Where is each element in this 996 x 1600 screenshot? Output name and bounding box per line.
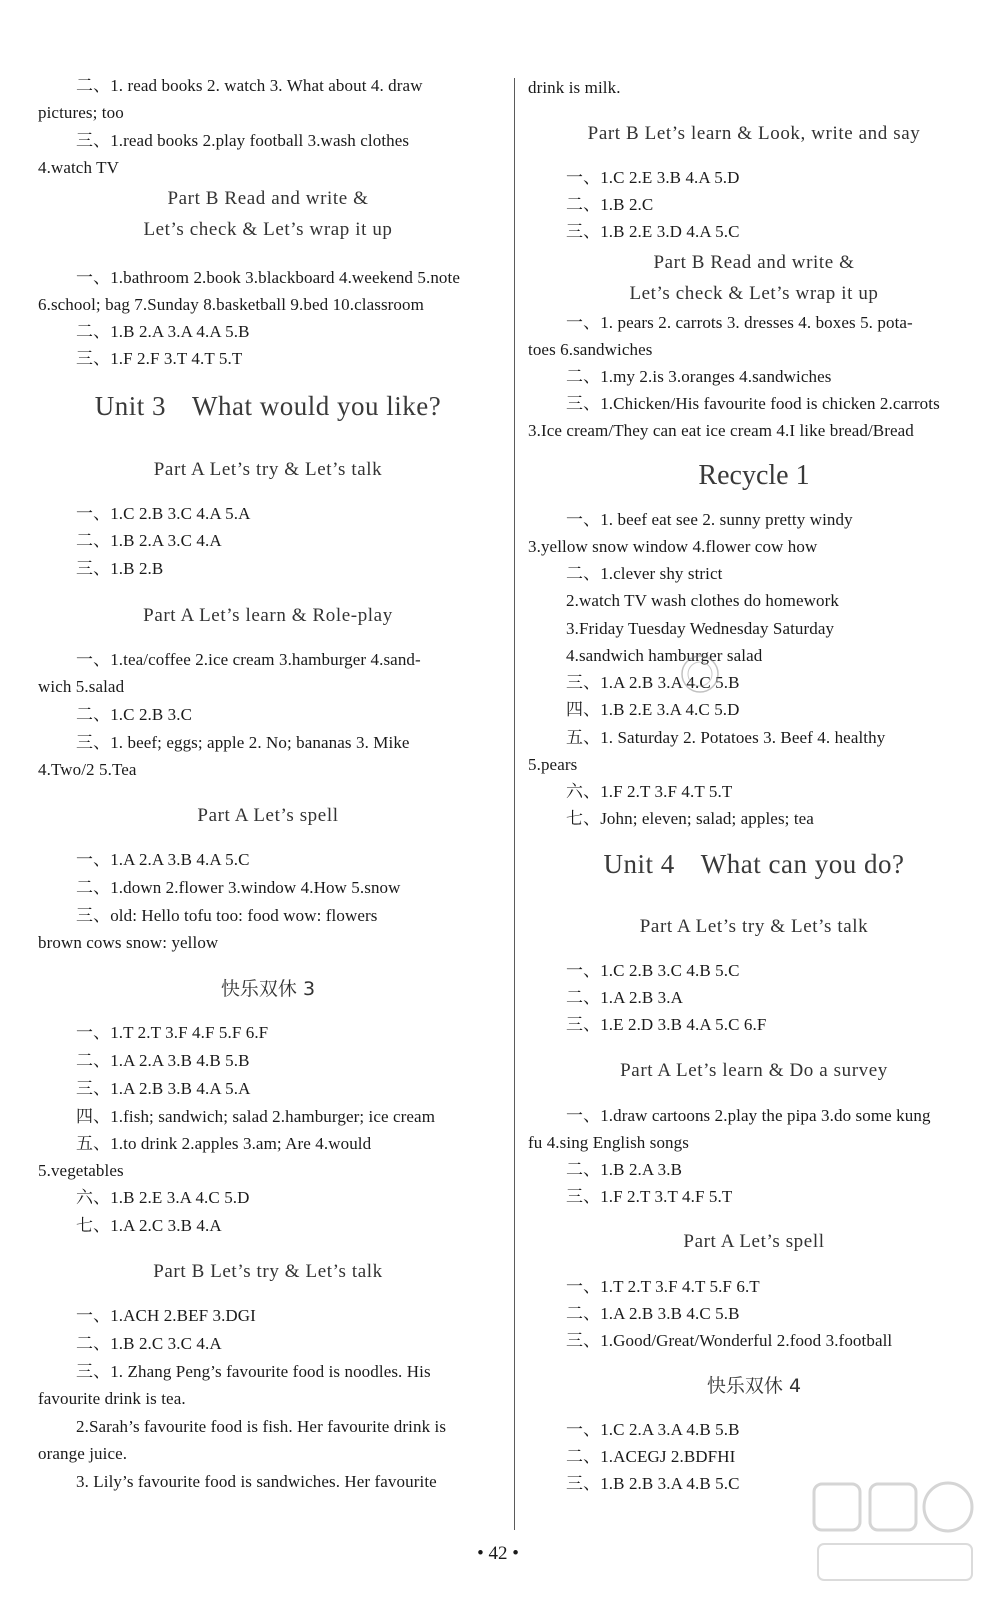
answer-line: 二、1.clever shy strict xyxy=(566,564,723,583)
answer-line: drink is milk. xyxy=(528,78,621,97)
answer-line: 二、1.B 2.C 3.C 4.A xyxy=(76,1334,222,1353)
answer-line: 5.vegetables xyxy=(38,1161,124,1180)
answer-line: 二、1.A 2.A 3.B 4.B 5.B xyxy=(76,1051,250,1070)
circular-stamp-icon xyxy=(678,652,722,696)
answer-line: 四、1.B 2.E 3.A 4.C 5.D xyxy=(566,700,740,719)
answer-line: 二、1.ACEGJ 2.BDFHI xyxy=(566,1447,736,1466)
column-divider xyxy=(514,78,515,1530)
answer-line: 4.Two/2 5.Tea xyxy=(38,760,137,779)
answer-line: 四、1.fish; sandwich; salad 2.hamburger; ice cream xyxy=(76,1107,436,1126)
answer-line: 一、1.T 2.T 3.F 4.T 5.F 6.T xyxy=(566,1277,760,1296)
answer-line: 五、1. Saturday 2. Potatoes 3. Beef 4. healthy xyxy=(566,728,886,747)
answer-line: 三、1.read books 2.play football 3.wash clothes xyxy=(76,131,410,150)
answer-line: 二、1.A 2.B 3.B 4.C 5.B xyxy=(566,1304,740,1323)
answer-line: toes 6.sandwiches xyxy=(528,340,653,359)
answer-line: 二、1.B 2.A 3.C 4.A xyxy=(76,531,222,550)
section-heading: Part B Let’s try & Let’s talk xyxy=(153,1261,383,1282)
answer-line: 一、1.draw cartoons 2.play the pipa 3.do some kung xyxy=(566,1106,931,1125)
answer-line: orange juice. xyxy=(38,1444,128,1463)
unit-number: Unit 3 xyxy=(94,391,167,421)
answer-line: 三、1.Chicken/His favourite food is chicken 2.carrots xyxy=(566,394,940,413)
answer-line: 三、1.A 2.B 3.A 4.C 5.B xyxy=(566,673,740,692)
answer-line: favourite drink is tea. xyxy=(38,1389,186,1408)
answer-line: 3.yellow snow window 4.flower cow how xyxy=(528,537,818,556)
answer-line: 三、old: Hello tofu too: food wow: flowers xyxy=(76,906,378,925)
answer-line: 三、1. Zhang Peng’s favourite food is noodles. His xyxy=(76,1362,431,1381)
answer-line: 三、1.E 2.D 3.B 4.A 5.C 6.F xyxy=(566,1015,767,1034)
answer-line: 3.Ice cream/They can eat ice cream 4.I like bread/Bread xyxy=(528,421,914,440)
answer-line: 一、1. beef eat see 2. sunny pretty windy xyxy=(566,510,853,529)
answer-line: 一、1.C 2.A 3.A 4.B 5.B xyxy=(566,1420,740,1439)
answer-line: 三、1.A 2.B 3.B 4.A 5.A xyxy=(76,1079,251,1098)
answer-line: 6.school; bag 7.Sunday 8.basketball 9.bed 10.classroom xyxy=(38,295,424,314)
answer-line: 三、1. beef; eggs; apple 2. No; bananas 3. Mike xyxy=(76,733,410,752)
section-heading: Let’s check & Let’s wrap it up xyxy=(143,219,393,240)
answer-line: 2.watch TV wash clothes do homework xyxy=(566,591,839,610)
answer-line: 一、1.tea/coffee 2.ice cream 3.hamburger 4.sand- xyxy=(76,650,421,669)
answer-line: fu 4.sing English songs xyxy=(528,1133,689,1152)
answer-line: 一、1.A 2.A 3.B 4.A 5.C xyxy=(76,850,250,869)
answer-line: 5.pears xyxy=(528,755,578,774)
section-heading: Part B Let’s learn & Look, write and say xyxy=(587,123,921,144)
watermark-logo xyxy=(810,1478,980,1590)
answer-line: wich 5.salad xyxy=(38,677,125,696)
section-heading: Part A Let’s spell xyxy=(197,805,339,826)
section-heading: Part A Let’s learn & Role-play xyxy=(143,605,393,626)
answer-line: 六、1.B 2.E 3.A 4.C 5.D xyxy=(76,1188,250,1207)
answer-line: 二、1.C 2.B 3.C xyxy=(76,705,193,724)
answer-line: 二、1.A 2.B 3.A xyxy=(566,988,684,1007)
answer-line: 六、1.F 2.T 3.F 4.T 5.T xyxy=(566,782,733,801)
answer-line: 二、1. read books 2. watch 3. What about 4. draw xyxy=(76,76,423,95)
section-heading: Part A Let’s try & Let’s talk xyxy=(639,916,869,937)
section-heading: Part A Let’s spell xyxy=(683,1231,825,1252)
page-number: • 42 • xyxy=(477,1543,519,1564)
section-heading: Part A Let’s learn & Do a survey xyxy=(620,1060,888,1081)
answer-line: 三、1.F 2.T 3.T 4.F 5.T xyxy=(566,1187,733,1206)
answer-line: 三、1.B 2.E 3.D 4.A 5.C xyxy=(566,222,740,241)
answer-line: 一、1.C 2.B 3.C 4.A 5.A xyxy=(76,504,251,523)
unit-title xyxy=(38,389,498,423)
unit-number: Unit 4 xyxy=(603,849,675,879)
answer-line: 一、1. pears 2. carrots 3. dresses 4. boxes 5. pota- xyxy=(566,313,913,332)
answer-line: 三、1.F 2.F 3.T 4.T 5.T xyxy=(76,349,243,368)
answer-line: 三、1.B 2.B 3.A 4.B 5.C xyxy=(566,1474,740,1493)
answer-line: 2.Sarah’s favourite food is fish. Her favourite drink is xyxy=(76,1417,447,1436)
answer-line: 三、1.Good/Great/Wonderful 2.food 3.football xyxy=(566,1331,893,1350)
answer-line: 4.sandwich hamburger salad xyxy=(566,646,763,665)
section-heading: Let’s check & Let’s wrap it up xyxy=(629,283,879,304)
answer-line: 一、1.ACH 2.BEF 3.DGI xyxy=(76,1306,256,1325)
answer-line: 二、1.B 2.A 3.A 4.A 5.B xyxy=(76,322,250,341)
answer-line: 一、1.bathroom 2.book 3.blackboard 4.weekend 5.note xyxy=(76,268,461,287)
answer-line: 一、1.C 2.B 3.C 4.B 5.C xyxy=(566,961,740,980)
section-heading: 快乐双休 3 xyxy=(220,978,316,1000)
section-heading: 快乐双休 4 xyxy=(706,1375,802,1397)
answer-line: brown cows snow: yellow xyxy=(38,933,219,952)
section-heading: Part A Let’s try & Let’s talk xyxy=(153,459,383,480)
answer-line: 3.Friday Tuesday Wednesday Saturday xyxy=(566,619,835,638)
answer-line: 二、1.down 2.flower 3.window 4.How 5.snow xyxy=(76,878,401,897)
answer-line: 三、1.B 2.B xyxy=(76,559,164,578)
unit-title xyxy=(528,847,980,881)
unit-name: What would you like? xyxy=(192,391,442,421)
answer-line: 七、John; eleven; salad; apples; tea xyxy=(566,809,814,828)
recycle-title: Recycle 1 xyxy=(698,460,810,491)
answer-line: 二、1.my 2.is 3.oranges 4.sandwiches xyxy=(566,367,832,386)
answer-line: 七、1.A 2.C 3.B 4.A xyxy=(76,1216,222,1235)
answer-line: 3. Lily’s favourite food is sandwiches. Her favourite xyxy=(76,1472,437,1491)
answer-line: 一、1.T 2.T 3.F 4.F 5.F 6.F xyxy=(76,1023,269,1042)
answer-line: pictures; too xyxy=(38,103,124,122)
answer-line: 一、1.C 2.E 3.B 4.A 5.D xyxy=(566,168,740,187)
answer-line: 4.watch TV xyxy=(38,158,119,177)
section-heading: Part B Read and write & xyxy=(167,188,369,209)
answer-line: 二、1.B 2.A 3.B xyxy=(566,1160,683,1179)
unit-name: What can you do? xyxy=(700,849,905,879)
section-heading: Part B Read and write & xyxy=(653,252,855,273)
answer-line: 五、1.to drink 2.apples 3.am; Are 4.would xyxy=(76,1134,372,1153)
answer-line: 二、1.B 2.C xyxy=(566,195,654,214)
